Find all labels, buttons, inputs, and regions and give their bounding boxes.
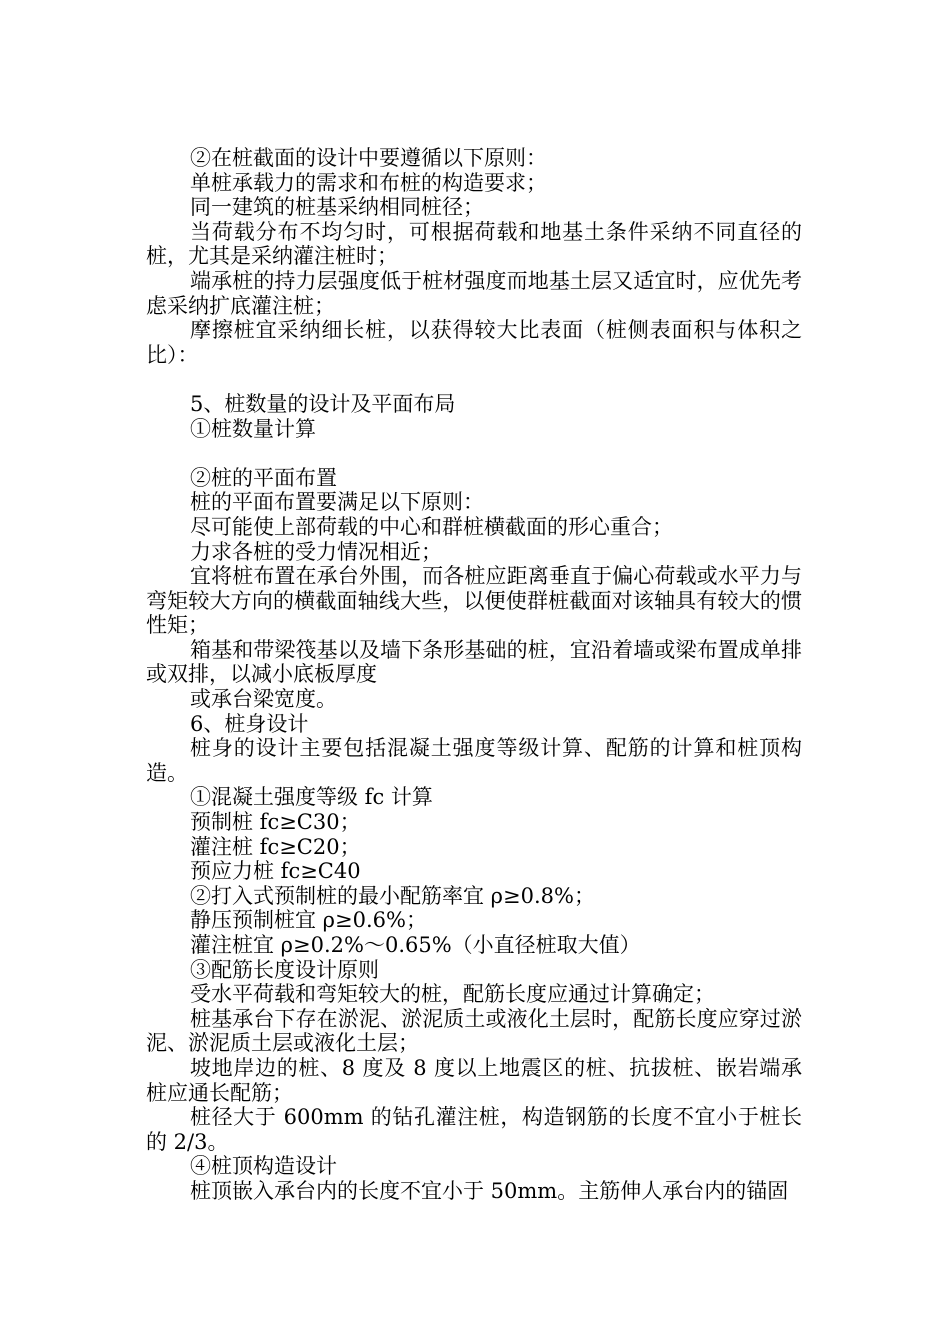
paragraph-22: 灌注桩 fc≥C20；: [190, 834, 361, 859]
paragraph-2: 单桩承载力的需求和布桩的构造要求；: [190, 170, 547, 195]
subheading-rebar-length: ③配筋长度设计原则: [190, 957, 379, 982]
paragraph-29: 桩基承台下存在淤泥、淤泥质土或液化土层时，配筋长度应穿过淤泥、淤泥质土层或液化土层；: [146, 1006, 802, 1056]
subheading-pile-layout: ②桩的平面布置: [190, 465, 337, 490]
paragraph-5: 端承桩的持力层强度低于桩材强度而地基土层又适宜时，应优先考虑采纳扩底灌注桩；: [146, 268, 802, 318]
blank-line: [146, 367, 802, 392]
document-body: [146, 146, 802, 1204]
section-heading-5: 5、桩数量的设计及平面布局: [190, 391, 456, 416]
paragraph-25: 静压预制桩宜 ρ≥0.6%；: [190, 908, 427, 933]
paragraph-16: 箱基和带梁筏基以及墙下条形基础的桩，宜沿着墙或梁布置成单排或双排，以减小底板厚度: [146, 637, 802, 687]
paragraph-15: 宜将桩布置在承台外围，而各桩应距离垂直于偏心荷载或水平力与弯矩较大方向的横截面轴线大些，以便使群桩截面对该轴具有较大的惯性矩；: [146, 564, 802, 638]
paragraph-24: ②打入式预制桩的最小配筋率宜 ρ≥0.8%；: [190, 883, 595, 908]
paragraph-4: 当荷载分布不均匀时，可根据荷载和地基土条件采纳不同直径的桩，尤其是采纳灌注桩时；: [146, 219, 802, 269]
paragraph-31: 桩径大于 600mm 的钻孔灌注桩，构造钢筋的长度不宜小于桩长的 2/3。: [146, 1105, 802, 1154]
paragraph-17: 或承台梁宽度。: [190, 687, 337, 712]
subheading-pile-top: ④桩顶构造设计: [190, 1154, 337, 1179]
paragraph-3: 同一建筑的桩基采纳相同桩径；: [190, 195, 484, 220]
subheading-concrete-grade: ①混凝土强度等级 fc 计算: [190, 785, 433, 810]
blank-line: [146, 441, 802, 466]
paragraph-30: 坡地岸边的桩、8 度及 8 度以上地震区的桩、抗拔桩、嵌岩端承桩应通长配筋；: [146, 1055, 802, 1105]
paragraph-19: 桩身的设计主要包括混凝土强度等级计算、配筋的计算和桩顶构造。: [146, 736, 802, 785]
section-heading-6: 6、桩身设计: [190, 711, 309, 736]
paragraph-12: 桩的平面布置要满足以下原则：: [190, 490, 484, 515]
paragraph-33: 桩顶嵌入承台内的长度不宜小于 50mm。主筋伸人承台内的锚固: [190, 1178, 789, 1203]
paragraph-26: 灌注桩宜 ρ≥0.2%～0.65%（小直径桩取大值）: [190, 933, 641, 957]
paragraph-6: 摩擦桩宜采纳细长桩，以获得较大比表面（桩侧表面积与体积之比）：: [146, 318, 802, 367]
paragraph-23: 预应力桩 fc≥C40: [190, 859, 361, 884]
subheading-pile-count: ①桩数量计算: [190, 416, 316, 441]
paragraph-14: 力求各桩的受力情况相近；: [190, 539, 442, 564]
paragraph-21: 预制桩 fc≥C30；: [190, 810, 361, 835]
paragraph-13: 尽可能使上部荷载的中心和群桩横截面的形心重合；: [190, 514, 673, 539]
paragraph-28: 受水平荷载和弯矩较大的桩，配筋长度应通过计算确定；: [190, 982, 715, 1007]
paragraph-1: ②在桩截面的设计中要遵循以下原则：: [190, 146, 547, 170]
